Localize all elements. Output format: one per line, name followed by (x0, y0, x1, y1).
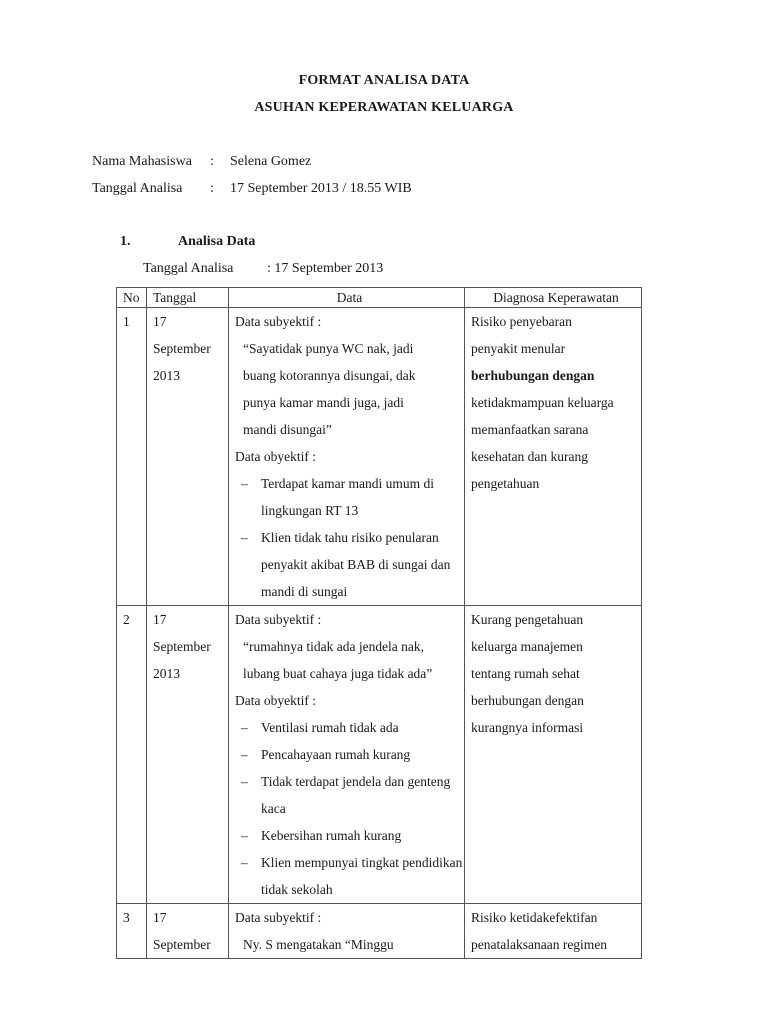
header-tanggal: Tanggal (147, 288, 229, 308)
row-data (229, 308, 465, 606)
objective-item: – Kebersihan rumah kurang (235, 822, 464, 849)
section-date-row (143, 261, 383, 277)
subjective-line: buang kotorannya disungai, dak (243, 368, 416, 383)
section-title: Analisa Data (178, 234, 256, 249)
date-line: 17 (153, 314, 167, 329)
table-row (117, 308, 642, 606)
diagnosis-line: penyakit menular (471, 341, 566, 356)
objective-item: – Klien tidak tahu risiko penularan penyakit akibat BAB di sungai dan mandi di sungai (235, 524, 464, 605)
row-diagnosis (465, 308, 642, 606)
row-diagnosis (465, 904, 642, 959)
diagnosis-line: memanfaatkan sarana (471, 422, 589, 437)
row-data (229, 904, 465, 959)
date-line: 2013 (153, 666, 180, 681)
document-subtitle: ASUHAN KEPERAWATAN KELUARGA (254, 100, 514, 115)
objective-item: – Terdapat kamar mandi umum di lingkungan RT 13 (235, 470, 464, 524)
header-no: No (117, 288, 147, 308)
row-diagnosis (465, 606, 642, 904)
row-data (229, 606, 465, 904)
header-diagnosa: Diagnosa Keperawatan (465, 288, 642, 308)
diagnosis-line: kurangnya informasi (471, 720, 584, 735)
diagnosis-line: penatalaksanaan regimen (471, 937, 608, 952)
section-number: 1. (120, 234, 131, 249)
table-header-row (117, 288, 642, 308)
date-line: 17 (153, 612, 167, 627)
subjective-line: mandi disungai” (243, 422, 332, 437)
subjective-line: lubang buat cahaya juga tidak ada” (243, 666, 433, 681)
date-line: September (153, 937, 211, 952)
section-date-value: : 17 September 2013 (267, 261, 384, 276)
subjective-line: “rumahnya tidak ada jendela nak, (243, 639, 425, 654)
diagnosis-line: Risiko penyebaran (471, 314, 572, 329)
date-line: September (153, 341, 211, 356)
row-date (147, 904, 229, 959)
analysis-table (116, 287, 642, 959)
objective-item: – Pencahayaan rumah kurang (235, 741, 464, 768)
date-line: 17 (153, 910, 167, 925)
student-name-label: Nama Mahasiswa (92, 154, 192, 169)
row-number: 1 (117, 308, 147, 606)
date-line: September (153, 639, 211, 654)
analysis-date-row (92, 181, 412, 197)
student-name-separator: : (210, 154, 214, 169)
objective-item: – Tidak terdapat jendela dan genteng kaca (235, 768, 464, 822)
subjective-label: Data subyektif : (235, 314, 322, 329)
row-date (147, 308, 229, 606)
objective-label: Data obyektif : (235, 449, 316, 464)
diagnosis-line: berhubungan dengan (471, 693, 584, 708)
analysis-date-value: 17 September 2013 / 18.55 WIB (230, 181, 412, 196)
student-name-value: Selena Gomez (230, 154, 312, 169)
table-row (117, 904, 642, 959)
diagnosis-line: Risiko ketidakefektifan (471, 910, 598, 925)
objective-item: – Ventilasi rumah tidak ada (235, 714, 464, 741)
row-number: 3 (117, 904, 147, 959)
subjective-line: Ny. S mengatakan “Minggu (243, 937, 394, 952)
subjective-label: Data subyektif : (235, 910, 322, 925)
header-data: Data (229, 288, 465, 308)
objective-list (235, 714, 464, 903)
row-date (147, 606, 229, 904)
date-line: 2013 (153, 368, 180, 383)
diagnosis-line: Kurang pengetahuan (471, 612, 584, 627)
objective-item: – Klien mempunyai tingkat pendidikan tidak sekolah (235, 849, 464, 903)
objective-list (235, 470, 464, 605)
diagnosis-line: tentang rumah sehat (471, 666, 580, 681)
document-title: FORMAT ANALISA DATA (298, 73, 470, 88)
subjective-line: “Sayatidak punya WC nak, jadi (243, 341, 414, 356)
table-row (117, 606, 642, 904)
student-name-row (92, 154, 311, 170)
section-date-label: Tanggal Analisa (143, 261, 234, 276)
objective-label: Data obyektif : (235, 693, 316, 708)
section-heading (120, 234, 255, 250)
diagnosis-line: kesehatan dan kurang (471, 449, 588, 464)
subjective-label: Data subyektif : (235, 612, 322, 627)
analysis-date-separator: : (210, 181, 214, 196)
diagnosis-line: ketidakmampuan keluarga (471, 395, 614, 410)
analysis-date-label: Tanggal Analisa (92, 181, 183, 196)
diagnosis-line: pengetahuan (471, 476, 540, 491)
diagnosis-line: berhubungan dengan (471, 368, 595, 383)
diagnosis-line: keluarga manajemen (471, 639, 583, 654)
subjective-line: punya kamar mandi juga, jadi (243, 395, 404, 410)
row-number: 2 (117, 606, 147, 904)
